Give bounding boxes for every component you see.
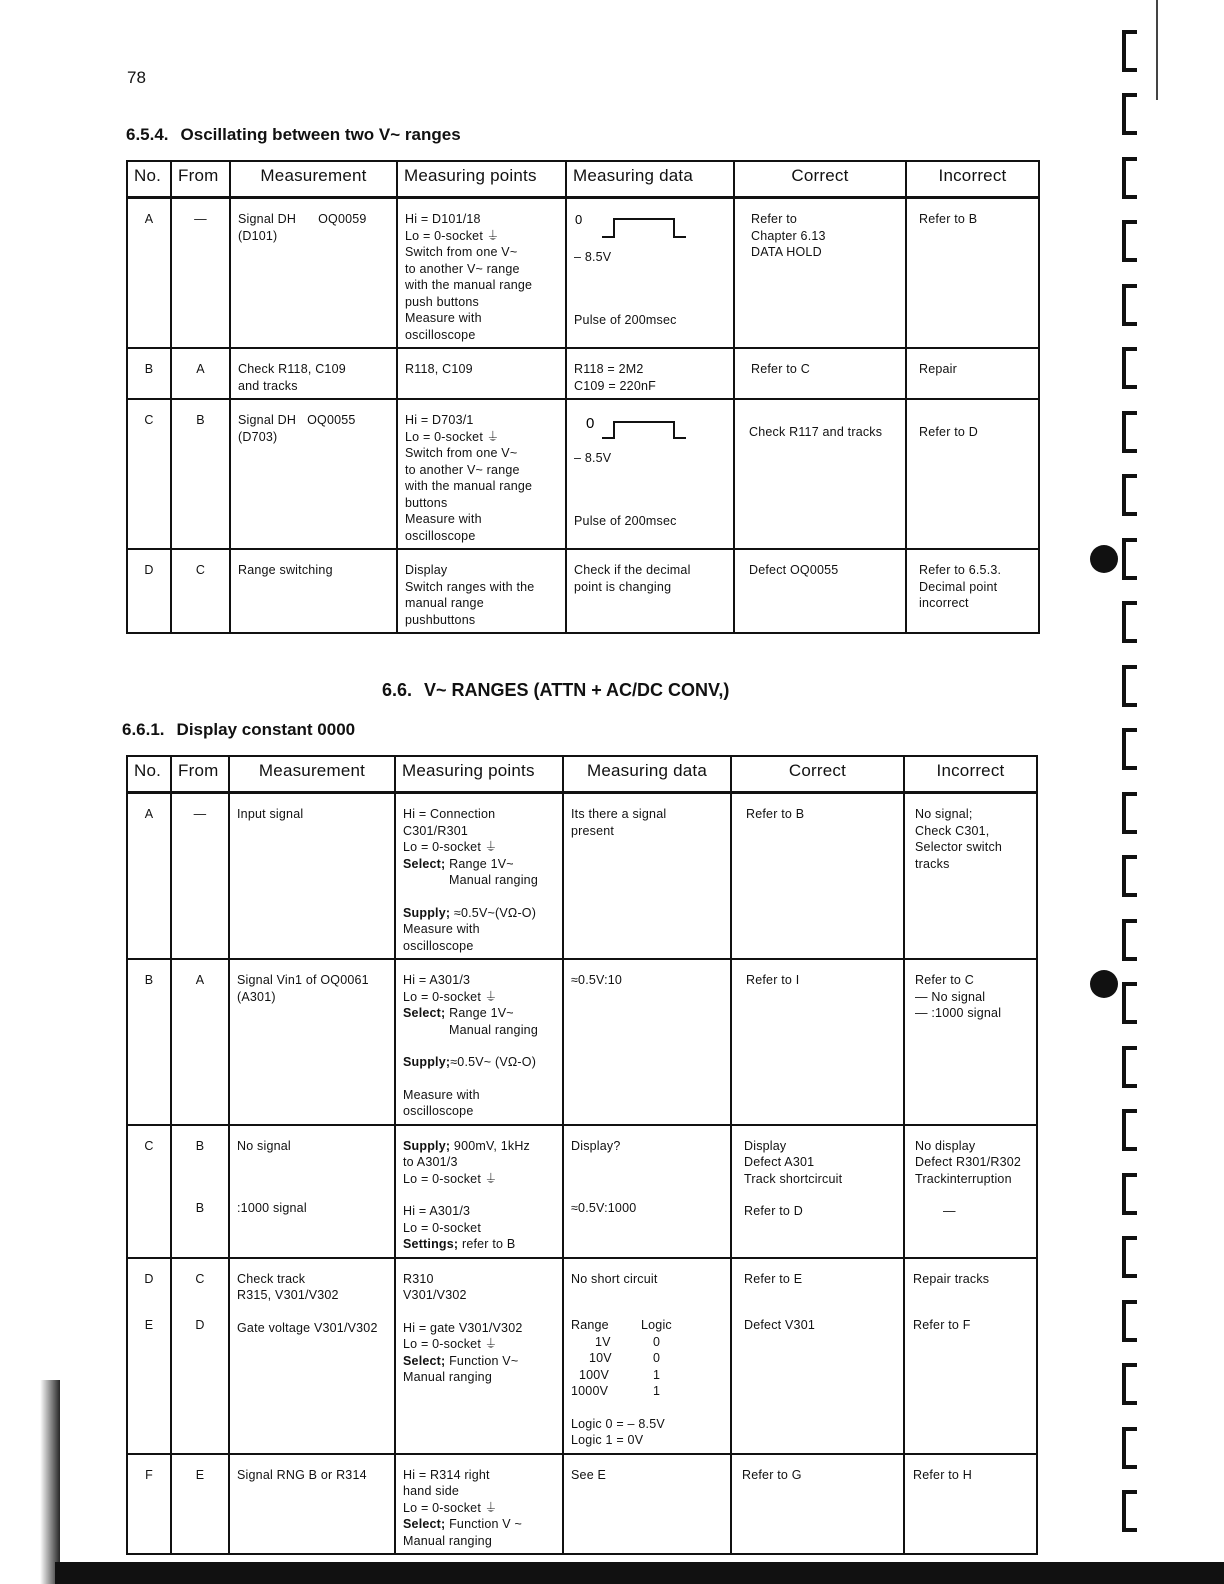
header-no: No. [127, 756, 171, 793]
row-measurement [229, 959, 395, 1125]
section-title: Display constant 0000 [176, 720, 356, 739]
text-line: Track shortcircuit [744, 1171, 843, 1186]
text-line: No short circuit [571, 1271, 658, 1286]
row-no: A [127, 793, 171, 960]
logic-head-logic: Logic [641, 1318, 672, 1332]
row-correct [734, 198, 906, 349]
text-line: C301/R301 [403, 823, 469, 838]
text-line: Lo = 0-socket ⏚ [403, 1171, 498, 1186]
text-line: incorrect [919, 596, 969, 610]
pulse-waveform [574, 213, 727, 247]
binder-bracket-icon [1122, 792, 1137, 834]
header-no: No. [127, 161, 171, 198]
row-from: — [171, 793, 229, 960]
text-line: Hi = D101/18 [405, 212, 481, 226]
header-correct: Correct [734, 161, 906, 198]
supply-label: Supply; [403, 905, 451, 920]
row-from [171, 1258, 229, 1454]
row-measuring-data [566, 399, 734, 549]
row-measuring-data [563, 1454, 731, 1555]
binder-bracket-icon [1122, 538, 1137, 580]
binder-bracket-icon [1122, 1173, 1137, 1215]
text-line: (D101) [238, 228, 278, 243]
row-incorrect [906, 549, 1039, 633]
text-line: C109 = 220nF [574, 378, 656, 393]
text-line: Switch ranges with the [405, 579, 535, 594]
text-line: Refer to C [915, 973, 974, 987]
text-line: :1000 signal [237, 1201, 307, 1215]
text-line: (D703) [238, 429, 278, 444]
row-correct [731, 959, 904, 1125]
text-line: B [195, 1201, 205, 1215]
row-correct [731, 1258, 904, 1454]
binder-bracket-icon [1122, 728, 1137, 770]
text-line: Check if the decimal [574, 563, 691, 577]
row-measuring-data [563, 1125, 731, 1258]
text-line: Hi = Connection [403, 807, 496, 821]
logic-table-row [571, 1334, 724, 1351]
supply-label: Supply; [403, 1138, 451, 1153]
row-measuring-data [563, 793, 731, 960]
binder-bracket-icon [1122, 474, 1137, 516]
row-measurement [230, 348, 397, 399]
section-number: 6.6.1. [122, 720, 165, 739]
header-measuring-data: Measuring data [566, 161, 734, 198]
text-line: oscilloscope [403, 938, 474, 953]
text-line: to another V~ range [405, 462, 520, 477]
text-line: Decimal point [919, 579, 998, 594]
text-line: Check track [237, 1271, 306, 1286]
text-line: Lo = 0-socket ⏚ [403, 989, 498, 1004]
text-line: DATA HOLD [751, 245, 822, 259]
text-line: buttons [405, 495, 448, 510]
table-row [127, 348, 1039, 399]
binder-bracket-icon [1122, 1300, 1137, 1342]
text-line: Selector switch [915, 840, 1003, 854]
row-measurement [230, 549, 397, 633]
table-row [127, 1258, 1037, 1454]
binder-bracket-icon [1122, 919, 1137, 961]
text-line: Refer to E [744, 1271, 803, 1286]
table-6-6-1 [126, 755, 1038, 1555]
row-measuring-data [563, 1258, 731, 1454]
logic-range: 1V [595, 1334, 611, 1349]
text-line: Hi = R314 right [403, 1467, 490, 1482]
row-incorrect [904, 1454, 1037, 1555]
row-from: — [171, 198, 230, 349]
text-line: Logic 1 = 0V [571, 1433, 644, 1447]
text-line: Check R118, C109 [238, 362, 346, 376]
row-no [127, 1258, 171, 1454]
row-measurement [230, 399, 397, 549]
text-line: with the manual range [405, 278, 533, 292]
punch-hole-icon [1090, 970, 1118, 998]
row-measurement [229, 1125, 395, 1258]
text-line: E [144, 1318, 154, 1332]
row-incorrect [904, 793, 1037, 960]
logic-range: 10V [589, 1351, 612, 1365]
text-line: V301/V302 [403, 1288, 467, 1302]
text-line: Defect V301 [744, 1318, 815, 1332]
text-line: Hi = A301/3 [403, 1204, 471, 1218]
text-line: present [571, 823, 615, 838]
select-value: Function V ~ [449, 1517, 523, 1531]
text-line: Signal RNG B or R314 [237, 1467, 367, 1482]
section-title: V~ RANGES (ATTN + AC/DC CONV,) [424, 680, 730, 700]
text-line: Refer to D [919, 425, 978, 439]
text-line: Logic 0 = – 8.5V [571, 1416, 665, 1431]
scan-shadow [40, 1380, 60, 1584]
text-line: Trackinterruption [915, 1171, 1012, 1186]
row-incorrect [906, 399, 1039, 549]
logic-table-row [571, 1367, 724, 1384]
text-line: Signal DH OQ0055 [238, 413, 356, 427]
supply-label: Supply; [403, 1055, 451, 1069]
scan-shadow [55, 1562, 1224, 1584]
select-value: Function V~ [449, 1353, 519, 1368]
text-line: Defect OQ0055 [749, 563, 839, 577]
row-measurement [230, 198, 397, 349]
row-correct [734, 399, 906, 549]
supply-value: 900mV, 1kHz [453, 1138, 531, 1153]
row-from: B [171, 399, 230, 549]
supply-value: ≈0.5V~(VΩ-O) [453, 905, 537, 920]
text-line: Its there a signal [571, 807, 667, 821]
pulse-line [602, 219, 686, 237]
text-line: R310 [403, 1271, 434, 1286]
row-correct [731, 1125, 904, 1258]
row-no: B [127, 348, 171, 399]
section-number: 6.5.4. [126, 125, 169, 144]
text-line: to A301/3 [403, 1155, 458, 1169]
text-line: — No signal [915, 989, 986, 1004]
text-line: Manual ranging [403, 1533, 492, 1548]
logic-value: 0 [653, 1334, 661, 1349]
text-line: – 8.5V [574, 451, 612, 465]
row-correct [731, 1454, 904, 1555]
supply-line [403, 1138, 556, 1155]
text-line: ≈0.5V:10 [571, 973, 623, 987]
text-line: Signal Vin1 of OQ0061 [237, 973, 369, 987]
logic-table-row [571, 1383, 724, 1400]
row-measuring-data [566, 198, 734, 349]
section-heading-6-6 [382, 680, 729, 701]
text-line: Refer to G [742, 1467, 802, 1482]
text-line: ≈0.5V:1000 [571, 1201, 637, 1215]
row-measuring-points [395, 793, 563, 960]
row-measurement [229, 793, 395, 960]
logic-table-row [571, 1350, 724, 1367]
select-value: Range 1V~ [449, 1006, 514, 1020]
supply-line [403, 1054, 556, 1071]
text-line: push buttons [405, 294, 479, 309]
row-correct [734, 549, 906, 633]
text-line: No signal [237, 1138, 291, 1153]
row-no: F [127, 1454, 171, 1555]
page-edge-line [1156, 0, 1158, 100]
row-correct [731, 793, 904, 960]
header-incorrect: Incorrect [904, 756, 1037, 793]
logic-head-range: Range [571, 1318, 609, 1332]
text-line: Signal DH OQ0059 [238, 212, 367, 226]
text-line: C [195, 1271, 205, 1286]
section-number: 6.6. [382, 680, 413, 700]
logic-range: 100V [579, 1367, 609, 1382]
text-line: No signal; [915, 807, 973, 821]
text-line: Gate voltage V301/V302 [237, 1320, 378, 1335]
text-line: tracks [915, 856, 950, 871]
row-measuring-points [395, 1125, 563, 1258]
row-measuring-data [563, 959, 731, 1125]
text-line: to another V~ range [405, 261, 520, 276]
row-no: A [127, 198, 171, 349]
select-label: Select; [403, 1353, 446, 1368]
pulse-waveform-icon [574, 213, 724, 247]
row-no: C [127, 1125, 171, 1258]
select-line [403, 1353, 556, 1370]
text-line: pushbuttons [405, 612, 476, 627]
header-measuring-points: Measuring points [395, 756, 563, 793]
binder-bracket-icon [1122, 601, 1137, 643]
text-line: D [144, 1271, 154, 1286]
binder-bracket-icon [1122, 1046, 1137, 1088]
text-line: See E [571, 1467, 607, 1482]
logic-table-header [571, 1317, 724, 1334]
logic-value: 0 [653, 1351, 661, 1365]
text-line: with the manual range [405, 479, 533, 493]
text-line: Repair tracks [913, 1271, 990, 1286]
pulse-line [602, 422, 686, 438]
select-label: Select; [403, 856, 446, 871]
binder-bracket-icon [1122, 1490, 1137, 1532]
table-6-5-4 [126, 160, 1040, 634]
row-incorrect [904, 1258, 1037, 1454]
binder-bracket-icon [1122, 411, 1137, 453]
supply-value: ≈0.5V~ (VΩ-O) [450, 1055, 537, 1069]
text-line: Refer to I [746, 973, 800, 987]
text-line: Manual ranging [449, 873, 538, 887]
binder-bracket-icon [1122, 157, 1137, 199]
select-line [403, 1516, 556, 1533]
text-line: – 8.5V [574, 250, 612, 264]
logic-value: 1 [653, 1384, 661, 1398]
text-line: Defect R301/R302 [915, 1155, 1022, 1169]
row-measuring-points [397, 198, 566, 349]
text-line: Switch from one V~ [405, 245, 518, 259]
row-measuring-points [395, 959, 563, 1125]
binder-bracket-icon [1122, 347, 1137, 389]
row-measuring-points [395, 1258, 563, 1454]
pulse-waveform-icon [574, 414, 724, 448]
text-line: Hi = A301/3 [403, 973, 471, 987]
row-no: B [127, 959, 171, 1125]
binder-margin [1122, 30, 1142, 1530]
text-line: Lo = 0-socket ⏚ [405, 228, 500, 243]
text-line: No display [915, 1138, 976, 1153]
table-header-row [127, 161, 1039, 198]
row-measurement [229, 1454, 395, 1555]
text-line: Measure with [403, 922, 480, 936]
row-measurement [229, 1258, 395, 1454]
text-line: Repair [919, 362, 958, 376]
binder-bracket-icon [1122, 1236, 1137, 1278]
text-line: Refer to 6.5.3. [919, 563, 1002, 577]
row-from: A [171, 959, 229, 1125]
text-line: Refer to B [919, 212, 978, 226]
logic-value: 1 [653, 1367, 661, 1382]
text-line: Measure with [403, 1087, 480, 1102]
header-correct: Correct [731, 756, 904, 793]
binder-bracket-icon [1122, 284, 1137, 326]
text-line: Lo = 0-socket ⏚ [403, 840, 498, 854]
select-label: Select; [403, 1517, 446, 1531]
logic-range: 1000V [571, 1384, 609, 1398]
text-line: R118 = 2M2 [574, 362, 644, 376]
row-from: C [171, 549, 230, 633]
table-row [127, 1125, 1037, 1258]
header-incorrect: Incorrect [906, 161, 1039, 198]
text-line: Pulse of 200msec [574, 312, 677, 327]
binder-bracket-icon [1122, 982, 1137, 1024]
table-row [127, 549, 1039, 633]
table-row [127, 959, 1037, 1125]
binder-bracket-icon [1122, 855, 1137, 897]
settings-value: refer to B [461, 1237, 516, 1251]
text-line: Refer to F [913, 1318, 971, 1332]
text-line: R315, V301/V302 [237, 1288, 339, 1302]
row-measuring-data [566, 549, 734, 633]
settings-label: Settings; [403, 1237, 459, 1251]
text-line: Check R117 and tracks [749, 425, 883, 439]
text-line: Measure with [405, 311, 482, 325]
row-from: E [171, 1454, 229, 1555]
text-line: and tracks [238, 378, 298, 393]
binder-bracket-icon [1122, 1427, 1137, 1469]
row-measuring-points [397, 348, 566, 399]
header-from: From [171, 161, 230, 198]
text-line: Refer to [751, 212, 798, 226]
supply-line [403, 905, 556, 922]
text-line: oscilloscope [405, 528, 476, 543]
text-line: D [195, 1318, 205, 1332]
binder-bracket-icon [1122, 665, 1137, 707]
binder-bracket-icon [1122, 1109, 1137, 1151]
row-incorrect [906, 198, 1039, 349]
text-line: oscilloscope [403, 1104, 474, 1118]
row-from [171, 1125, 229, 1258]
text-line: Lo = 0-socket ⏚ [403, 1337, 498, 1351]
section-title: Oscillating between two V~ ranges [180, 125, 461, 144]
binder-bracket-icon [1122, 220, 1137, 262]
row-measuring-data [566, 348, 734, 399]
text-line: Chapter 6.13 [751, 228, 826, 243]
text-line: R118, C109 [405, 362, 473, 376]
text-line: Range switching [238, 563, 333, 577]
row-measuring-points [397, 399, 566, 549]
text-line: Lo = 0-socket ⏚ [405, 429, 500, 444]
row-correct [734, 348, 906, 399]
header-measurement: Measurement [230, 161, 397, 198]
binder-bracket-icon [1122, 30, 1137, 72]
text-line: — [943, 1204, 956, 1218]
text-line: Refer to H [913, 1467, 972, 1482]
text-line: Check C301, [915, 823, 990, 838]
text-line: Refer to B [746, 807, 805, 821]
text-line: hand side [403, 1484, 460, 1498]
text-line: Lo = 0-socket [403, 1220, 481, 1235]
pulse-waveform [574, 414, 727, 448]
select-line [403, 856, 556, 873]
text-line: — :1000 signal [915, 1006, 1002, 1020]
text-line: Pulse of 200msec [574, 513, 677, 528]
text-line: (A301) [237, 989, 276, 1004]
pulse-zero-label: 0 [586, 415, 595, 432]
select-value: Range 1V~ [449, 856, 514, 871]
row-incorrect [906, 348, 1039, 399]
binder-bracket-icon [1122, 1363, 1137, 1405]
text-line: point is changing [574, 579, 672, 594]
text-line: Measure with [405, 512, 482, 526]
text-line: B [195, 1138, 205, 1153]
table-row [127, 1454, 1037, 1555]
table-header-row [127, 756, 1037, 793]
text-line: Manual ranging [449, 1022, 538, 1037]
text-line: Manual ranging [403, 1370, 492, 1384]
page-number: 78 [127, 68, 146, 87]
header-from: From [171, 756, 229, 793]
row-measuring-points [397, 549, 566, 633]
text-line: oscilloscope [405, 327, 476, 342]
text-line: Refer to D [744, 1204, 803, 1218]
row-no: C [127, 399, 171, 549]
text-line: Display [405, 563, 448, 577]
punch-hole-icon [1090, 545, 1118, 573]
header-measurement: Measurement [229, 756, 395, 793]
text-line: Input signal [237, 807, 304, 821]
section-heading-6-5-4 [126, 125, 461, 145]
row-from: A [171, 348, 230, 399]
header-measuring-points: Measuring points [397, 161, 566, 198]
text-line: Lo = 0-socket ⏚ [403, 1500, 498, 1515]
header-measuring-data: Measuring data [563, 756, 731, 793]
text-line: manual range [405, 596, 484, 610]
table-row [127, 793, 1037, 960]
row-incorrect [904, 1125, 1037, 1258]
text-line: Refer to C [751, 362, 810, 376]
section-heading-6-6-1 [122, 720, 355, 740]
row-no: D [127, 549, 171, 633]
pulse-zero-label: 0 [575, 213, 583, 227]
settings-line [403, 1236, 556, 1253]
table-row [127, 399, 1039, 549]
row-measuring-points [395, 1454, 563, 1555]
row-incorrect [904, 959, 1037, 1125]
text-line: Switch from one V~ [405, 446, 518, 460]
select-label: Select; [403, 1006, 446, 1020]
text-line: Hi = D703/1 [405, 413, 474, 427]
text-line: Defect A301 [744, 1155, 815, 1169]
table-row [127, 198, 1039, 349]
text-line: Display [744, 1138, 787, 1153]
select-line [403, 1005, 556, 1022]
text-line: Hi = gate V301/V302 [403, 1320, 523, 1335]
text-line: Display? [571, 1138, 621, 1153]
binder-bracket-icon [1122, 93, 1137, 135]
